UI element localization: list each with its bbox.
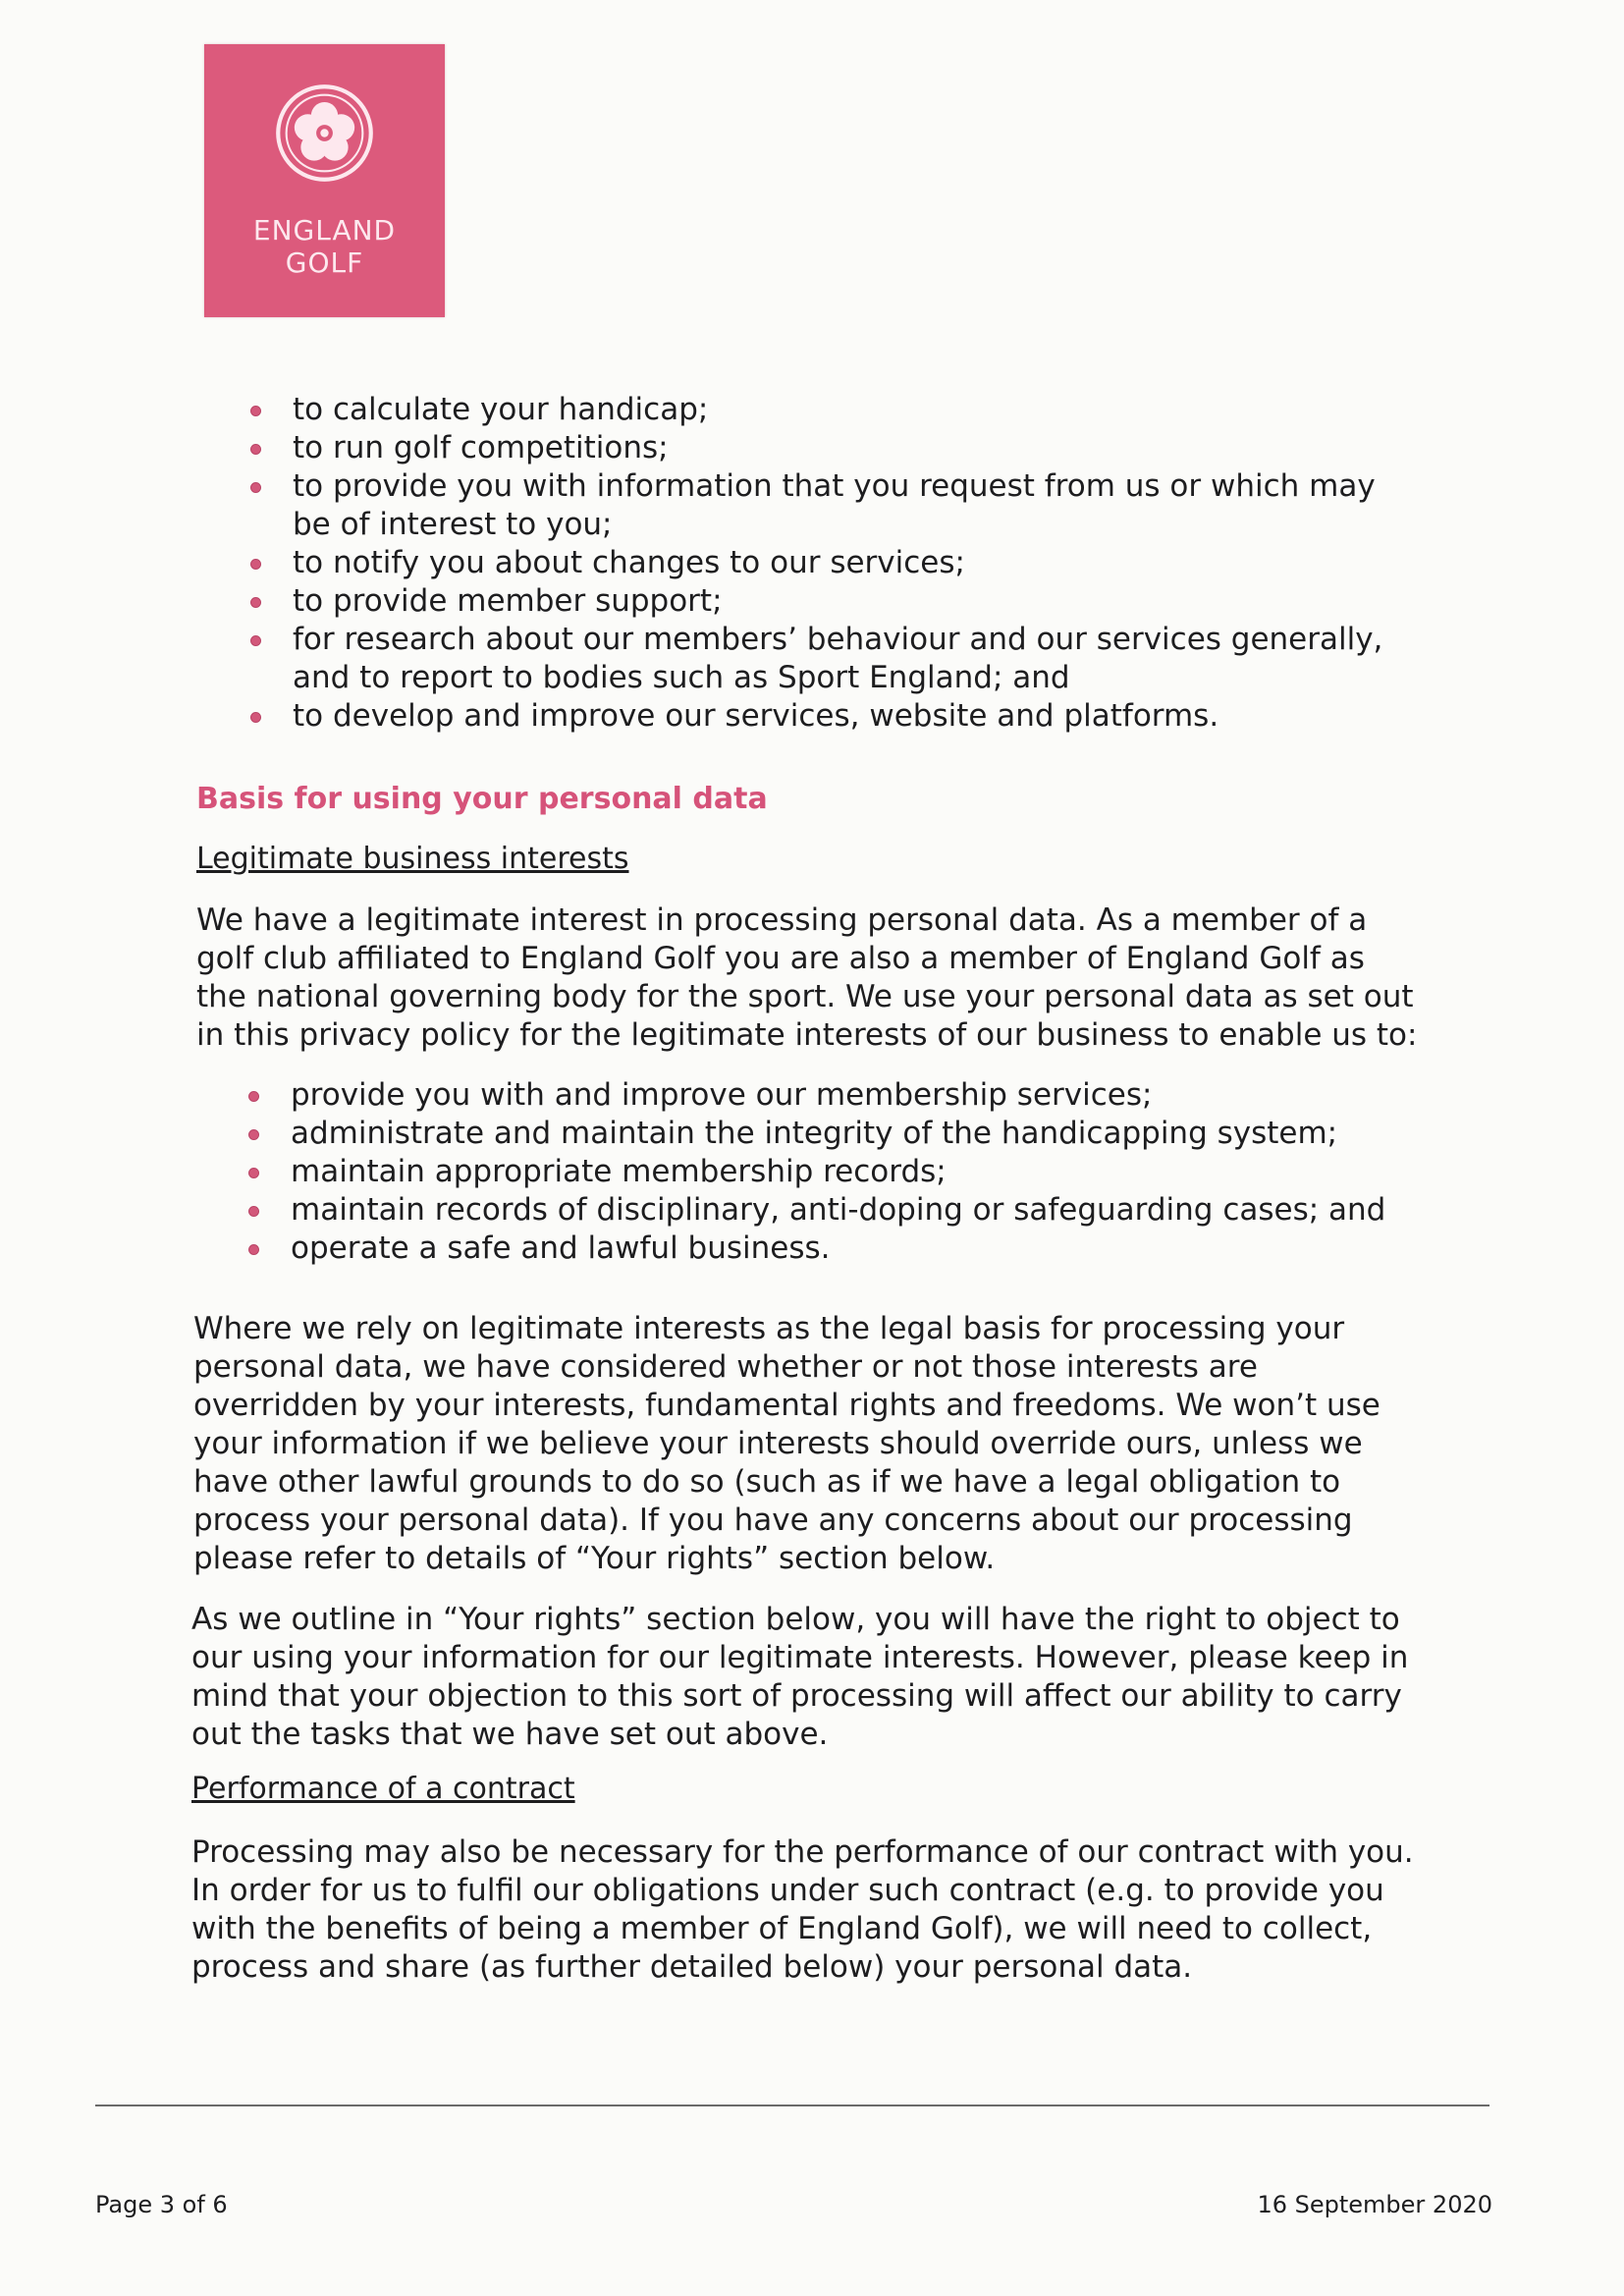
- list-item: to calculate your handicap;: [293, 391, 1422, 429]
- list-item: to develop and improve our services, website and platforms.: [293, 697, 1422, 736]
- list-item: maintain records of disciplinary, anti-doping or safeguarding cases; and: [291, 1191, 1420, 1230]
- subheading-performance-contract: Performance of a contract: [191, 1772, 575, 1806]
- bullet-icon: [248, 1091, 259, 1102]
- list-item: administrate and maintain the integrity of the handicapping system;: [291, 1115, 1420, 1153]
- rose-emblem-icon: [273, 82, 376, 185]
- paragraph: As we outline in “Your rights” section below, you will have the right to object to our using your information for our legitimate interests. However, please keep in mind that your objection to this sort of processing will affect our ability to carry out the tasks that we have set out above.: [191, 1602, 1409, 1752]
- england-golf-logo: [204, 44, 445, 317]
- list-item: to run golf competitions;: [293, 429, 1422, 467]
- bullet-icon: [250, 482, 261, 493]
- paragraph: We have a legitimate interest in processing personal data. As a member of a golf club affiliated to England Golf you are also a member of England Golf as the national governing body for the sport. We use your personal data as set out in this privacy policy for the legitimate interests of our business to enable us to:: [196, 902, 1418, 1053]
- logo-text-golf: GOLF: [285, 246, 364, 279]
- list-item: operate a safe and lawful business.: [291, 1230, 1420, 1268]
- document-date: 16 September 2020: [1257, 2191, 1492, 2218]
- list-item: for research about our members’ behaviour and our services generally, and to report to bodies such as Sport England; and: [293, 621, 1422, 697]
- list-item: provide you with and improve our membership services;: [291, 1076, 1420, 1115]
- bullet-icon: [248, 1206, 259, 1217]
- list-item: maintain appropriate membership records;: [291, 1153, 1420, 1191]
- bullet-icon: [248, 1244, 259, 1255]
- legitimate-interests-list: [291, 1076, 1420, 1268]
- bullet-icon: [250, 597, 261, 608]
- page-number: Page 3 of 6: [95, 2191, 228, 2218]
- bullet-icon: [248, 1168, 259, 1178]
- list-item: to provide you with information that you request from us or which may be of interest to you;: [293, 467, 1422, 544]
- bullet-icon: [248, 1129, 259, 1140]
- bullet-icon: [250, 559, 261, 570]
- list-item: to provide member support;: [293, 582, 1422, 621]
- list-item: to notify you about changes to our services;: [293, 544, 1422, 582]
- logo-text-england: ENGLAND: [252, 214, 397, 246]
- subheading-legitimate-interests: Legitimate business interests: [196, 842, 629, 876]
- paragraph: Processing may also be necessary for the performance of our contract with you. In order for us to fulfil our obligations under such contract (e.g. to provide you with the benefits of being a member of England Golf), we will need to collect, process and share (as further detailed below) your personal data.: [191, 1834, 1414, 1985]
- paragraph: Where we rely on legitimate interests as the legal basis for processing your personal data, we have considered whether or not those interests are overridden by your interests, fundamental rights and freedoms. We won’t use your information if we believe your interests should override ours, unless we have other lawful grounds to do so (such as if we have a legal obligation to process your personal data). If you have any concerns about our processing please refer to details of “Your rights” section below.: [193, 1311, 1380, 1576]
- purpose-list: [293, 391, 1422, 736]
- bullet-icon: [250, 712, 261, 723]
- section-heading: Basis for using your personal data: [196, 782, 768, 816]
- bullet-icon: [250, 444, 261, 455]
- bullet-icon: [250, 635, 261, 646]
- footer-divider: [95, 2105, 1489, 2106]
- bullet-icon: [250, 406, 261, 416]
